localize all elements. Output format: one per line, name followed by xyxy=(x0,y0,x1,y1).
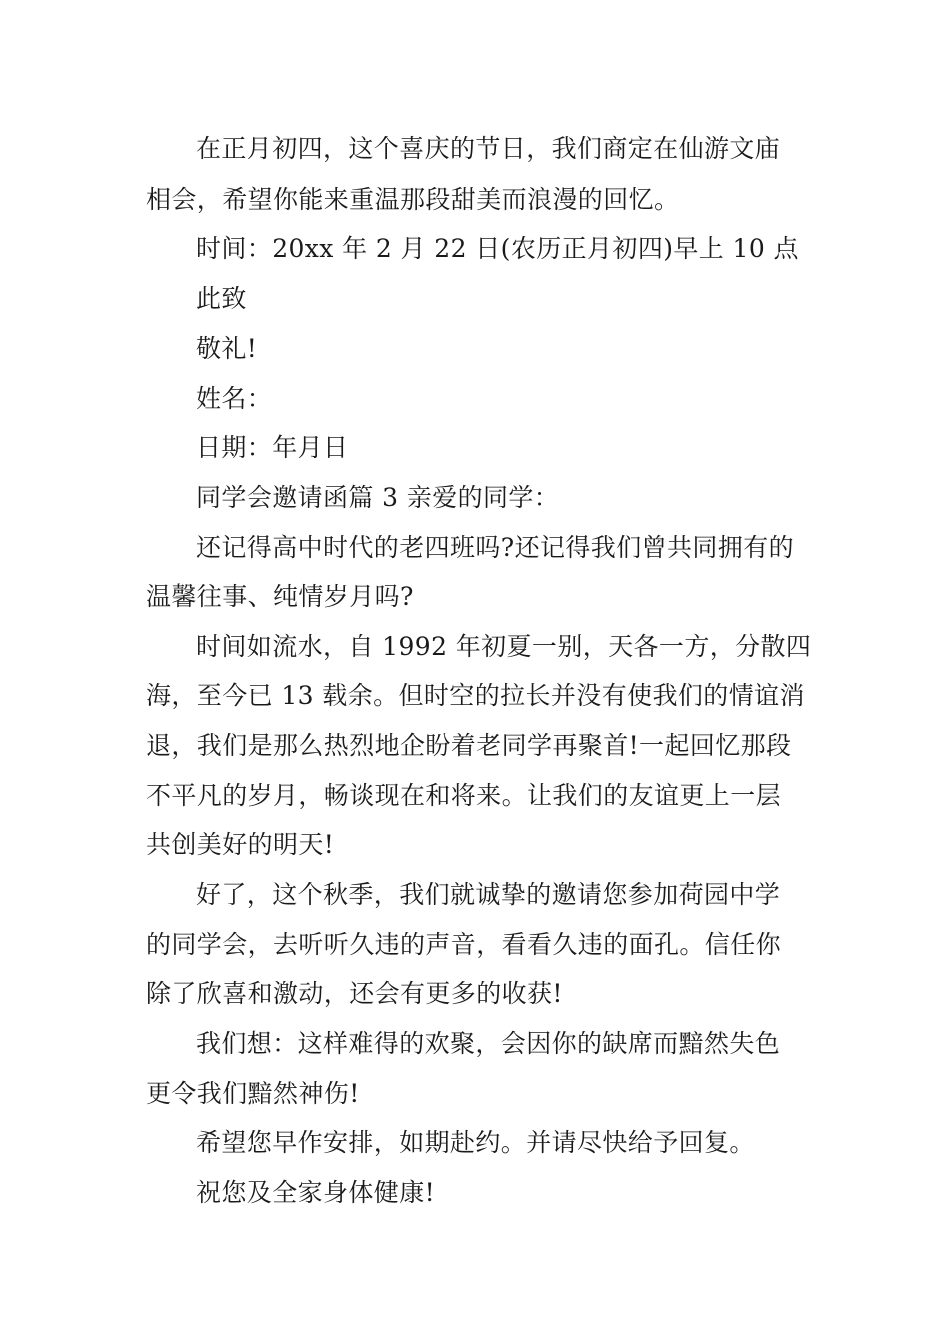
paragraph-line: 退，我们是那么热烈地企盼着老同学再聚首!一起回忆那段 xyxy=(146,731,792,760)
paragraph-line: 祝您及全家身体健康! xyxy=(196,1178,436,1207)
paragraph-line: 姓名： xyxy=(196,384,273,413)
paragraph-line: 时间：20xx 年 2 月 22 日(农历正月初四)早上 10 点 xyxy=(196,234,799,263)
paragraph-line: 还记得高中时代的老四班吗?还记得我们曾共同拥有的 xyxy=(196,533,795,562)
paragraph-line: 共创美好的明天! xyxy=(146,830,335,859)
paragraph-line: 除了欣喜和激动，还会有更多的收获! xyxy=(146,979,563,1008)
paragraph-line: 时间如流水，自 1992 年初夏一别，天各一方，分散四 xyxy=(196,632,812,661)
paragraph-line: 敬礼! xyxy=(196,334,258,363)
paragraph-line: 温馨往事、纯情岁月吗? xyxy=(146,582,414,611)
paragraph-line: 相会，希望你能来重温那段甜美而浪漫的回忆。 xyxy=(146,185,680,214)
paragraph-line: 我们想：这样难得的欢聚，会因你的缺席而黯然失色 xyxy=(196,1029,781,1058)
paragraph-line: 更令我们黯然神伤! xyxy=(146,1079,360,1108)
paragraph-line: 日期：年月日 xyxy=(196,433,349,462)
paragraph-line: 海，至今已 13 载余。但时空的拉长并没有使我们的情谊消 xyxy=(146,681,805,710)
paragraph-line: 的同学会，去听听久违的声音，看看久违的面孔。信任你 xyxy=(146,930,782,959)
paragraph-line: 好了，这个秋季，我们就诚挚的邀请您参加荷园中学 xyxy=(196,880,781,909)
paragraph-line: 不平凡的岁月，畅谈现在和将来。让我们的友谊更上一层 xyxy=(146,781,782,810)
paragraph-line: 希望您早作安排，如期赴约。并请尽快给予回复。 xyxy=(196,1128,755,1157)
paragraph-line: 在正月初四，这个喜庆的节日，我们商定在仙游文庙 xyxy=(196,134,781,163)
section-heading: 同学会邀请函篇 3 亲爱的同学： xyxy=(196,483,560,512)
paragraph-line: 此致 xyxy=(196,284,247,313)
